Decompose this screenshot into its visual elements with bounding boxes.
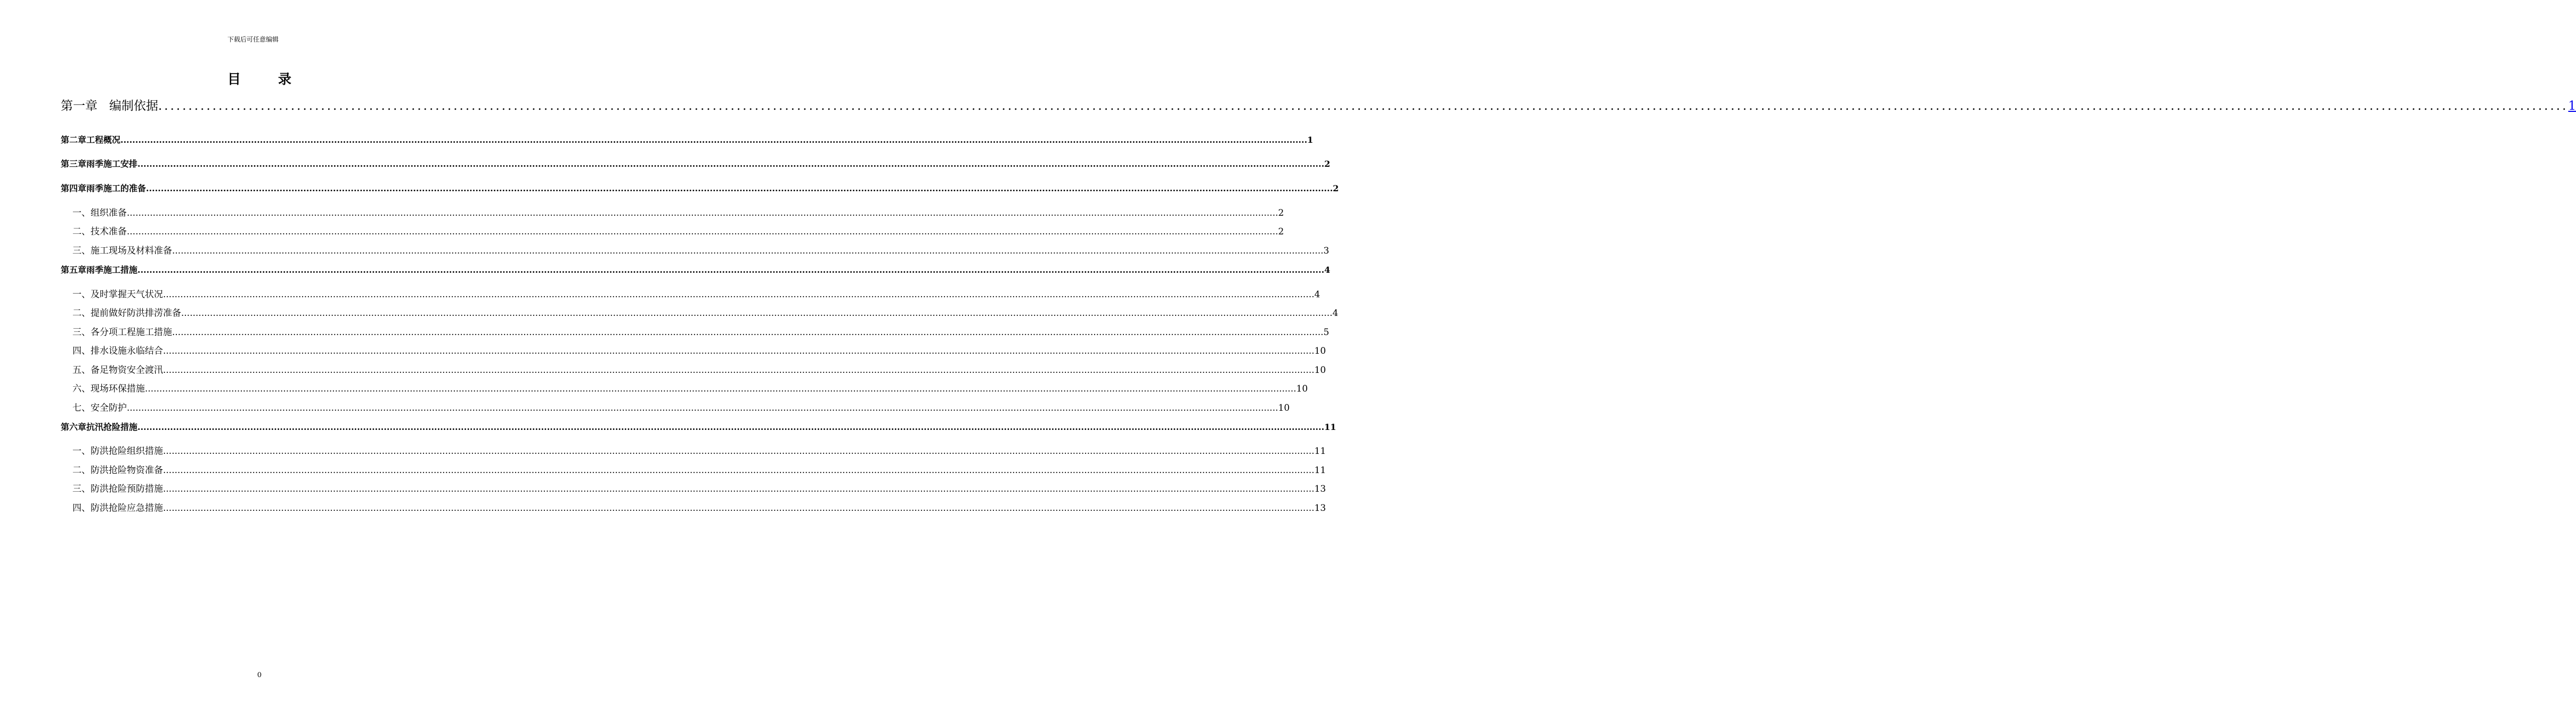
toc-entry-5-5[interactable]: [72, 364, 1326, 376]
title-char-2: 录: [278, 71, 292, 87]
dot-leader: ................................................................................................................................................................................................................................................................................................................................................................................................................: [172, 327, 1324, 338]
toc-entry-5-2[interactable]: [72, 307, 1339, 319]
toc-entry-5-1[interactable]: [72, 289, 1320, 300]
toc-page-number: 5: [1323, 327, 1330, 338]
toc-entry-chapter-3[interactable]: [61, 158, 1331, 170]
dot-leader: ................................................................................................................................................................................................................................................................................................................................................................................................................: [163, 503, 1315, 514]
toc-page-number: 4: [1314, 289, 1320, 300]
toc-page-number: 1: [1307, 135, 1314, 145]
toc-page-number: 2: [1324, 159, 1331, 169]
toc-page-number: 13: [1314, 503, 1326, 514]
dot-leader: ................................................................................................................................................................................................................................................................................................................................................................................................................: [163, 465, 1315, 476]
toc-page-number: 2: [1278, 208, 1284, 218]
toc-page-number: 4: [1332, 308, 1339, 319]
toc-entry-label: 第三章雨季施工安排: [61, 159, 138, 169]
toc-entry-5-3[interactable]: [72, 327, 1330, 338]
toc-entry-4-1[interactable]: [72, 207, 1284, 219]
toc-entry-label: 六、现场环保措施: [72, 384, 145, 394]
dot-leader: ................................................................................................................................................................................................................................................................................................................................................................................................................: [137, 422, 1325, 432]
toc-entry-chapter-5[interactable]: [61, 264, 1331, 276]
toc-entry-6-2[interactable]: [72, 465, 1326, 476]
toc-page-number: 11: [1314, 446, 1326, 457]
toc-entry-label: 五、备足物资安全渡汛: [72, 365, 163, 376]
toc-entry-label: 第四章雨季施工的准备: [61, 183, 146, 193]
toc-entry-chapter-6[interactable]: [61, 421, 1336, 433]
toc-page-number: 2: [1333, 183, 1339, 193]
toc-entry-label: 二、提前做好防洪排涝准备: [72, 308, 181, 319]
toc-entry-6-3[interactable]: [72, 483, 1326, 495]
toc-page-number: 10: [1296, 384, 1308, 394]
toc-entry-label: 七、安全防护: [72, 403, 127, 413]
toc-entry-label: 第二章工程概况: [61, 135, 121, 145]
toc-entry-label: 四、排水设施永临结合: [72, 346, 163, 356]
dot-leader: ................................................................................................................................................................................................................................................................................................................................................................................................................: [163, 446, 1315, 457]
toc-entry-chapter-4[interactable]: [61, 183, 1339, 194]
toc-page-number: 11: [1324, 422, 1336, 432]
toc-entry-label: 二、防洪抢险物资准备: [72, 465, 163, 476]
toc-title: [0, 70, 519, 88]
toc-entry-5-4[interactable]: [72, 345, 1326, 357]
toc-entry-label: 第五章雨季施工措施: [61, 265, 138, 275]
toc-page-number: 2: [1278, 226, 1284, 237]
dot-leader: ................................................................................................................................................................................................................................................................................................................................................................................................................: [181, 308, 1333, 319]
dot-leader: ................................................................................................................................................................................................................................................................................................................................................................................................................: [137, 159, 1325, 169]
toc-entry-label: 一、组织准备: [72, 208, 127, 218]
toc-page-number: 10: [1314, 365, 1326, 376]
toc-page-link[interactable]: 1: [2568, 99, 2576, 113]
toc-entry-6-4[interactable]: [72, 502, 1326, 514]
toc-entry-4-3[interactable]: [72, 245, 1330, 257]
dot-leader: ................................................................................................................................................................................................................................................................................................................................................................................................................: [172, 246, 1324, 256]
toc-page-number: 10: [1314, 346, 1326, 356]
dot-leader: ................................................................................................................................................................................................................................................................................................................................................................................................................: [145, 384, 1297, 394]
page-number-footer: 0: [257, 671, 262, 679]
toc-entry-label: 第六章抗汛抢险措施: [61, 422, 138, 432]
dot-leader: ................................................................................................................................................................................................................................................................................................................................................................................................................: [127, 208, 1278, 218]
dot-leader: ................................................................................................................................................................................................................................................................................................................................................................................................................: [127, 226, 1278, 237]
page-header: 下载后可任意编辑: [227, 36, 279, 43]
dot-leader: ................................................................................................................................................................................................................................................................................................................................................................................................................: [120, 135, 1308, 145]
dot-leader: ................................................................................................................................................................................................................................................................................................................................................................................................................: [163, 346, 1315, 356]
toc-entry-4-2[interactable]: [72, 226, 1284, 238]
toc-entry-chapter-2[interactable]: [61, 134, 1314, 146]
dot-leader: ................................................................................................................................................................................................................................................................................................................................................................................................................: [137, 265, 1325, 275]
dot-leader: ................................................................................................................................................................................................................................................................................................................................................................................................................: [163, 365, 1315, 376]
toc-entry-chapter-1[interactable]: [61, 98, 2576, 114]
dot-leader: ................................................................................................................................................................................................................................................................................................................................................................................................................: [163, 289, 1315, 300]
dot-leader: ................................................................................................................................................................................................................................................................................................................................................................................................................: [158, 99, 2569, 113]
toc-page-number: 13: [1314, 484, 1326, 494]
dot-leader: ................................................................................................................................................................................................................................................................................................................................................................................................................: [163, 484, 1315, 494]
toc-entry-label: 四、防洪抢险应急措施: [72, 503, 163, 514]
dot-leader: ................................................................................................................................................................................................................................................................................................................................................................................................................: [146, 183, 1333, 193]
toc-page-number: 4: [1324, 265, 1331, 275]
dot-leader: ................................................................................................................................................................................................................................................................................................................................................................................................................: [127, 403, 1278, 413]
toc-entry-label: 二、技术准备: [72, 226, 127, 237]
toc-entry-label: 第一章 编制依据: [61, 99, 158, 113]
toc-entry-5-7[interactable]: [72, 402, 1290, 414]
toc-page-number: 11: [1314, 465, 1326, 476]
toc-entry-label: 一、防洪抢险组织措施: [72, 446, 163, 457]
toc-entry-label: 三、防洪抢险预防措施: [72, 484, 163, 494]
toc-page-number: 3: [1323, 246, 1330, 256]
toc-entry-label: 一、及时掌握天气状况: [72, 289, 163, 300]
toc-entry-label: 三、各分项工程施工措施: [72, 327, 172, 338]
toc-page-number: 10: [1278, 403, 1290, 413]
toc-entry-5-6[interactable]: [72, 383, 1308, 395]
title-char-1: 目: [227, 71, 241, 87]
toc-entry-6-1[interactable]: [72, 445, 1326, 457]
toc-entry-label: 三、施工现场及材料准备: [72, 246, 172, 256]
